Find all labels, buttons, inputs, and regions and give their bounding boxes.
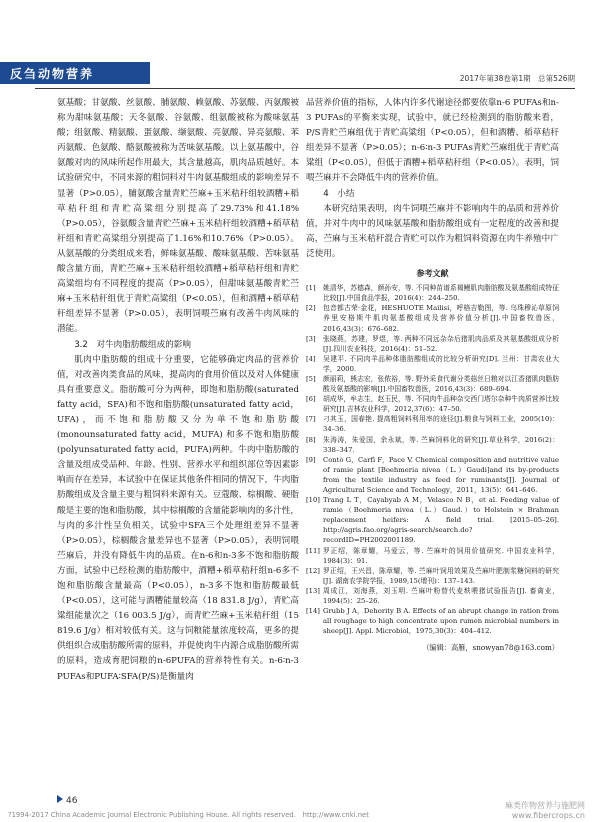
reference-number: [11] <box>306 546 320 555</box>
reference-text: 吴建平. 不同肉羊品种体脂肪酸组成的比较分析研究[D]. 兰州：甘肃农业大学，2000. <box>323 354 559 373</box>
references-title: 参考文献 <box>416 269 449 279</box>
reference-number: [6] <box>306 395 316 404</box>
journal-logo: 反刍动物营养 <box>10 67 95 81</box>
reference-item <box>306 414 559 434</box>
issue-info: 2017年第38卷第1期 总第526期 <box>459 74 575 83</box>
reference-text: 周成江，刘海燕，刘玉明. 苎麻叶粉替代麦麸喂猪试验报告[J]. 畜禽业，1994(5)：25–26. <box>323 586 559 606</box>
header-divider <box>35 88 575 89</box>
reference-item <box>306 566 559 586</box>
reference-item <box>306 435 559 455</box>
reference-number: [2] <box>306 304 316 313</box>
reference-text: 胡成华，牟志生，赵玉民，等. 不同肉牛品种杂交西门塔尔杂种牛肉质营养比较研究[J].吉林农业科学，2012,37(6)：47–50. <box>323 395 559 414</box>
reference-number: [13] <box>306 586 320 595</box>
reference-number: [14] <box>306 607 320 616</box>
right-paragraph-2: 本研究结果表明，肉牛饲喂苎麻并不影响肉牛的品质和营养价值，并对牛肉中的风味氨基酸和脂肪酸组成有一定程度的改善和提高，苎麻与玉米秸秆混合青贮可以作为粗饲料资源在肉牛养殖中广泛使用。 <box>306 203 559 259</box>
reference-text: 姚清华，苏德森，颜孙安，等. 不同种苗谱系褐鳗肌肉脂肪酸及氨基酸组成特征比较[J].中国食品学报，2016(4)：244–250. <box>323 284 559 303</box>
reference-number: [9] <box>306 455 316 464</box>
page-number-label: 46 <box>66 796 78 806</box>
reference-item <box>306 354 559 374</box>
reference-number: [12] <box>306 566 320 575</box>
reference-number: [5] <box>306 374 316 383</box>
reference-item <box>306 374 559 394</box>
reference-text: 张晓燕，苏建，罗煜，等. 两种不同远杂杂后猪肌肉品质及其氨基酸组成分析[J].四川农业科技，2016(4)：51–52. <box>323 334 559 353</box>
reference-item <box>306 495 559 545</box>
copyright-line: ?1994-2017 China Academic Journal Electronic Publishing House. All rights reserved. http://www.cnki.net <box>8 811 369 819</box>
left-column <box>57 96 299 685</box>
editor-note: （编辑：高雁，snowyan78@163.com） <box>422 643 559 653</box>
reference-text: 颜丽莉，熊志宏，张侬裕，等. 野外采食代谢分类菇丝日粮对以江香猪肌肉脂肪酸及氨基酸的影响[J].中国畜牧兽医，2016,43(3)：689–694. <box>323 374 559 394</box>
reference-item <box>306 283 559 303</box>
reference-number: [4] <box>306 354 316 363</box>
right-column <box>306 96 559 656</box>
reference-item <box>306 394 559 414</box>
reference-text: 罗正绍，陈章耀，马爱云，等. 苎麻叶的饲用价值研究. 中国农业科学，1984(3)：91. <box>323 546 559 565</box>
section-heading-3-2: 3.2 对牛肉脂肪酸组成的影响 <box>74 339 191 350</box>
reference-number: [8] <box>306 435 316 444</box>
reference-text: 包音都古荣·金花，HESHUOTE Mailisi，呼格吉勒图，等. 乌珠穆沁草原饲养里安格斯牛肌肉氨基酸组成及营养价值分析[J].中国畜牧兽医，2016,43(3)：676–682. <box>323 304 559 333</box>
reference-text: 刁其玉，国春艳. 提高粗饲料利用率的途径[J].粮食与饲料工业，2005(10)：34–36. <box>323 415 559 434</box>
reference-item <box>306 586 559 606</box>
right-paragraph-1: 品营养价值的指标，人体内许多代谢途径都要依靠n-6 PUFAs和n-3 PUFAs的平衡来实现，试验中，就已经检测到的脂肪酸来看，P/S青贮苎麻组优于青贮高粱组（P<0.05），但和酒糟、稻草秸秆组差异不显著（P>0.05）；n-6∶n-3 PUFAs青贮苎麻组优于青贮高粱组（P<0.05），但低于酒糟+稻草秸秆组（P<0.05）。表明，饲喂苎麻并不会降低牛肉的营养价值。 <box>306 98 559 184</box>
reference-item <box>306 334 559 354</box>
reference-number: [7] <box>306 415 316 424</box>
reference-item <box>306 606 559 636</box>
page-number <box>57 795 77 806</box>
reference-number: [1] <box>306 284 316 293</box>
reference-text: Contò G，Carfì F，Pace V. Chemical composition and nutritive value of ramie plant [Boehmeria nivea（L.）Gaudi]and its by-products from the textile industry as feed for ruminants[J]. Journal of Agricultural Science and Technology，2011，13(5)：641–646. <box>323 455 559 494</box>
left-paragraph-2: 肌肉中脂肪酸的组成十分重要，它能够确定肉品的营养价值，对改善肉类食品的风味，提高肉的食用价值以及对人体健康具有重要意义。脂肪酸可分为两种，即饱和脂肪酸(saturated fatty acid，SFA)和不饱和脂肪酸(unsaturated fatty acid，UFA)，而不饱和脂肪酸又分为单不饱和脂肪酸(monounsaturated fatty acid，MUFA) 和多不饱和脂肪酸 (polyunsaturated fatty acid，PUFA)两种。牛肉中脂肪酸的含量及组成受品种、年龄、性别、营养水平和组织部位等因素影响而存在差异，本试验中在保证其他条件相同的情况下，牛肉脂肪酸组成及含量主要与粗饲料来源有关。豆蔻酸、棕榈酸、硬脂酸是主要的饱和脂肪酸，其中棕榈酸的含量能影响肉的多汁性，与肉的多汁性呈负相关，试验中SFA三个处理组差异不显著（P>0.05），棕榈酸含量差异也不显著（P>0.05），表明饲喂苎麻后，并没有降低牛肉的品质。在n-6和n-3多不饱和脂肪酸方面，试验中已经检测的脂肪酸中，酒糟+稻草秸秆组n-6多不饱和脂肪酸含量最高（P<0.05），n-3多不饱和脂肪酸最低（P<0.05），这可能与酒糟能量较高（18 831.8 J/g），青贮高粱组能量次之（16 003.5 J/g），而青贮苎麻+玉米秸秆组（15 819.6 J/g）相对较低有关。这与饲粮能量浓度较高，更多的提供组织合成脂肪酸所需的原料，并促使肉牛内源合成脂肪酸所需的原料，造成育肥饲粮的n-6PUFA的营养特性有关。n-6∶n-3 PUFAs和PUFA∶SFA(P/S)是衡量肉 <box>57 354 299 682</box>
journal-banner <box>0 62 150 84</box>
reference-text: 朱涛涛，朱爱国，余永斌，等. 苎麻饲料化的研究[J].草业科学，2016(2)：338–347. <box>323 435 559 454</box>
reference-item <box>306 455 559 495</box>
page-arrow-icon <box>57 795 63 803</box>
reference-text: Trang L T，Cayabyab A M，Velasco N B，et al. Feeding value of ramie（Boehmeria nivea（L.）Gaud.）to Holstein × Brahman replacement heifers: A field trial. [2015–05–26]. http://agris.fao.org/agris-search/search.do?recordID=PH2002001189. <box>323 496 559 545</box>
reference-text: 罗正绍，王兴昌，陈章耀，等. 苎麻叶饲用效果及苎麻叶肥制浆糖饲料的研究[J]. 湖南农学院学报，1989,15(增刊)：137–143. <box>323 566 559 585</box>
section-heading-4: 4 小结 <box>323 188 355 199</box>
reference-list <box>306 283 559 636</box>
reference-number: [10] <box>306 496 320 505</box>
reference-number: [3] <box>306 334 316 343</box>
site-watermark: 麻类作物营养与施肥网 www.fibercrops.cn <box>505 801 585 820</box>
left-paragraph-1: 氨基酸；甘氨酸、丝氨酸、脯氨酸、赖氨酸、苏氨酸、丙氨酸被称为甜味氨基酸；天冬氨酸、谷氨酸、组氨酸被称为酸味氨基酸；组氨酸、精氨酸、蛋氨酸、缬氨酸、亮氨酸、异亮氨酸、苯丙氨酸、色氨酸、酪氨酸被称为苦味氨基酸。以上氨基酸中，谷氨酸对肉的风味所起作用最大，其含量越高，肌肉品质越好。本试验研究中，不同来源的粗饲料对牛肉氨基酸组成的影响差异不显著（P>0.05），脯氨酸含量青贮苎麻+玉米秸秆组较酒糟+稻草秸秆组和青贮高粱组分别提高了29.73%和41.18%（P>0.05），谷氨酸含量青贮苎麻+玉米秸秆组较酒糟+稻草秸秆组和青贮高粱组分别提高了1.16%和10.76%（P>0.05）。从氨基酸的分类组成来看，鲜味氨基酸、酸味氨基酸、苦味氨基酸含量方面，青贮苎麻+玉米秸秆组较酒糟+稻草秸秆组和青贮高粱组均有不同程度的提高（P>0.05），但甜味氨基酸青贮苎麻+玉米秸秆组优于青贮高粱组（P<0.05），但和酒糟+稻草秸秆组差异不显著（P>0.05），表明饲喂苎麻有改善牛肉风味的潜能。 <box>57 98 299 335</box>
reference-item <box>306 303 559 333</box>
reference-item <box>306 546 559 566</box>
reference-text: Grubb J A，Dehority B A. Effects of an abrupt change in ration from all roughage to high concentrate upon rumen microbial numbers in sheep[J]. Appl. Microbiol，1975,30(3)：404–412. <box>323 607 559 636</box>
